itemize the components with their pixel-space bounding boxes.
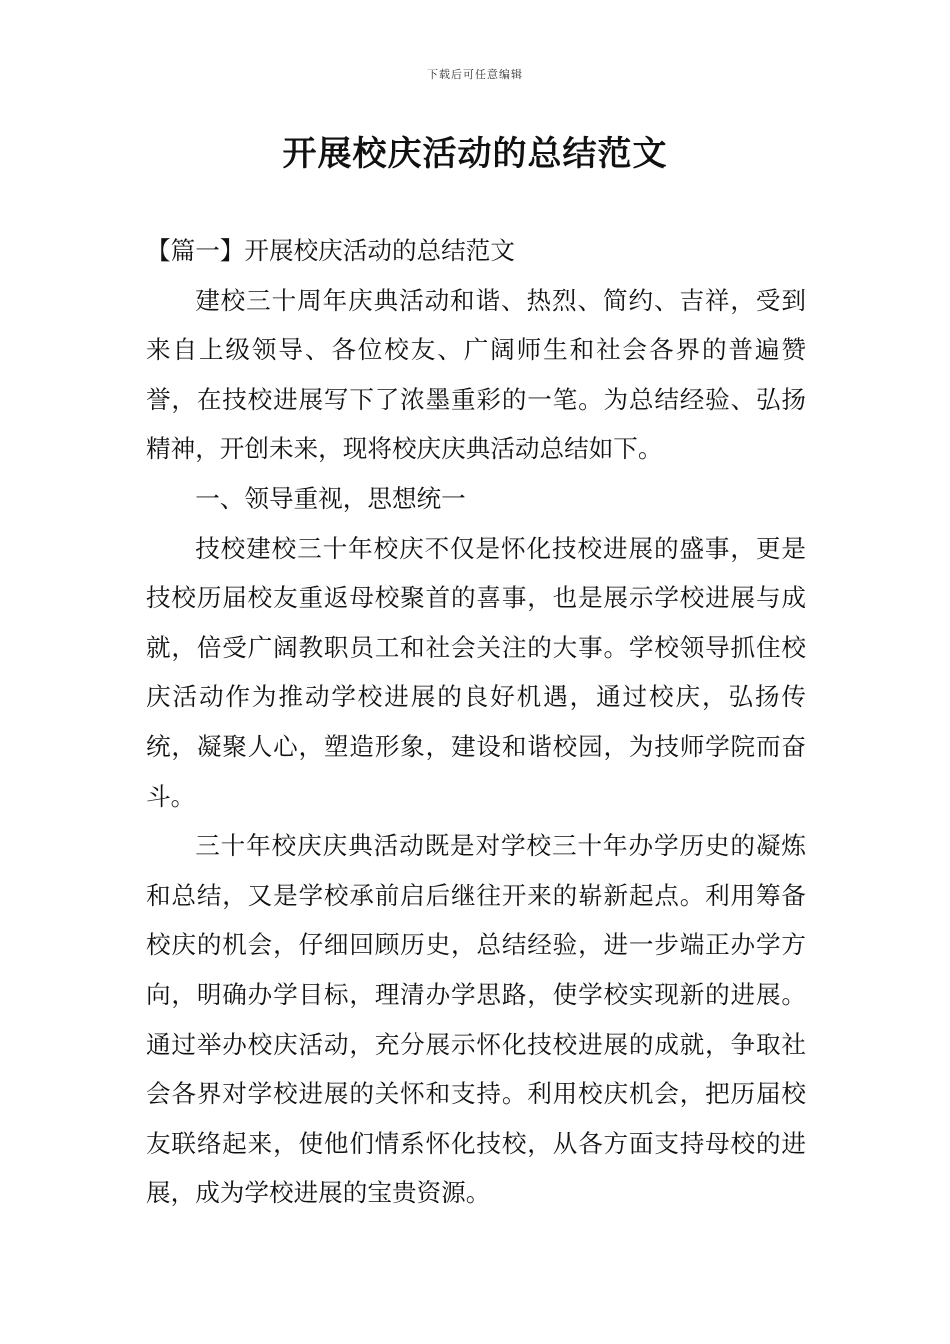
paragraph-intro: 建校三十周年庆典活动和谐、热烈、简约、吉祥，受到来自上级领导、各位校友、广阔师生和社会各界的普遍赞誉，在技校进展写下了浓墨重彩的一笔。为总结经验、弘扬精神，开创未来，现将校庆庆典活动总结如下。 bbox=[146, 285, 806, 464]
document-body bbox=[146, 226, 806, 1218]
document-title: 开展校庆活动的总结范文 bbox=[282, 134, 668, 174]
subsection-heading: 一、领导重视，思想统一 bbox=[195, 483, 466, 513]
paragraph-celebration: 三十年校庆庆典活动既是对学校三十年办学历史的凝炼和总结，又是学校承前启后继往开来的崭新起点。利用筹备校庆的机会，仔细回顾历史，总结经验，进一步端正办学方向，明确办学目标，理清办学思路，使学校实现新的进展。通过举办校庆活动，充分展示怀化技校进展的成就，争取社会各界对学校进展的关怀和支持。利用校庆机会，把历届校友联络起来，使他们情系怀化技校，从各方面支持母校的进展，成为学校进展的宝贵资源。 bbox=[146, 831, 806, 1208]
paragraph-leadership: 技校建校三十年校庆不仅是怀化技校进展的盛事，更是技校历届校友重返母校聚首的喜事，也是展示学校进展与成就，倍受广阔教职员工和社会关注的大事。学校领导抓住校庆活动作为推动学校进展的良好机遇，通过校庆，弘扬传统，凝聚人心，塑造形象，建设和谐校园，为技师学院而奋斗。 bbox=[146, 533, 806, 811]
header-note: 下载后可任意编辑 bbox=[427, 68, 523, 81]
section-heading: 【篇一】开展校庆活动的总结范文 bbox=[146, 236, 515, 265]
